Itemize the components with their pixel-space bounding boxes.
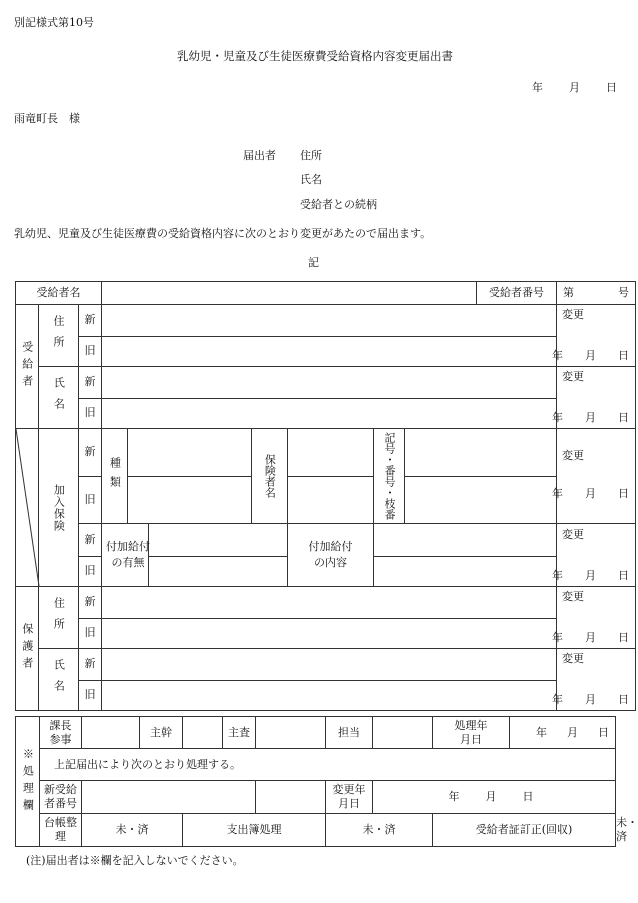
old-label: 旧	[79, 618, 102, 649]
statement: 乳幼児、児童及び生徒医療費の受給資格内容に次のとおり変更があたので届出ます。	[14, 227, 432, 240]
payment-book-label: 支出簿処理	[183, 814, 326, 847]
guardian-address-old-field[interactable]	[102, 618, 557, 649]
recipient-section-label: 受給者	[16, 305, 39, 429]
applicant-name-label: 氏名	[300, 173, 322, 186]
payment-book-status[interactable]: 未・済	[326, 814, 433, 847]
submission-date[interactable]	[532, 79, 617, 95]
staff-stamp[interactable]	[373, 717, 433, 749]
symbol-new-field[interactable]	[405, 429, 557, 477]
recipient-name-change[interactable]: 変更 年 月 日	[557, 367, 636, 429]
guardian-address-change[interactable]: 変更 年 月 日	[557, 587, 636, 649]
applicant-address-label: 住所	[300, 149, 322, 162]
recipient-address-label: 住所	[39, 305, 79, 367]
recipient-address-old-field[interactable]	[102, 336, 557, 367]
recipient-name-row-label: 氏名	[39, 367, 79, 429]
guardian-address-new-field[interactable]	[102, 587, 557, 619]
gou-label: 号	[618, 286, 630, 300]
change-date-label	[256, 781, 326, 814]
ledger-status[interactable]: 未・済	[82, 814, 183, 847]
office-table: ※処理欄 課長参事 主幹 主査 担当 処理年月日 年 月 日 上記届出により次のとおり処理する。 新受給者番号 変更年月日 年 月 日 台帳整理 未・済 支出簿処理 未・済 受給者証訂正(回収) 未・済	[15, 716, 616, 847]
insurer-name-label: 保険者名	[252, 429, 288, 524]
guardian-address-label: 住所	[39, 587, 79, 649]
benefit-content-new-field[interactable]	[374, 524, 557, 557]
old-label: 旧	[79, 556, 102, 587]
diagonal-line-icon	[16, 429, 39, 586]
guardian-name-label: 氏名	[39, 649, 79, 711]
section-chief-label: 課長参事	[40, 717, 82, 749]
new-label: 新	[79, 587, 102, 619]
old-label: 旧	[79, 398, 102, 429]
guardian-name-old-field[interactable]	[102, 680, 557, 711]
recipient-address-new-field[interactable]	[102, 305, 557, 337]
processing-date-label: 処理年月日	[433, 717, 510, 749]
footer-note: (注)届出者は※欄を記入しないでください。	[26, 854, 244, 867]
benefit-change[interactable]: 変更 年 月 日	[557, 524, 636, 587]
old-label: 旧	[79, 680, 102, 711]
guardian-name-new-field[interactable]	[102, 649, 557, 681]
recipient-number-label: 受給者番号	[477, 282, 557, 305]
new-number-field[interactable]	[82, 781, 256, 814]
recipient-name-label: 受給者名	[16, 282, 102, 305]
section-chief-stamp[interactable]	[82, 717, 140, 749]
benefit-presence-new-field[interactable]	[149, 524, 288, 557]
dai-label: 第	[563, 286, 575, 300]
main-table	[15, 281, 636, 711]
addressee: 雨竜町長 様	[14, 112, 80, 125]
new-label: 新	[79, 649, 102, 681]
day-unit: 日	[606, 81, 617, 94]
staff-label: 担当	[326, 717, 373, 749]
new-number-label: 新受給者番号	[40, 781, 82, 814]
old-label: 旧	[79, 476, 102, 524]
recipient-name-old-field[interactable]	[102, 398, 557, 429]
benefit-content-old-field[interactable]	[374, 556, 557, 587]
change-date-field[interactable]: 年 月 日	[373, 781, 616, 814]
inspector-stamp[interactable]	[256, 717, 326, 749]
kind-label: 種類	[102, 429, 128, 524]
chief-label: 主幹	[140, 717, 183, 749]
applicant-relation-label: 受給者との続柄	[300, 198, 377, 211]
recipient-number-field[interactable]	[557, 282, 636, 305]
chief-stamp[interactable]	[183, 717, 223, 749]
insurance-diagonal-cell	[16, 429, 39, 587]
guardian-section-label: 保護者	[16, 587, 39, 711]
month-unit: 月	[569, 81, 580, 94]
new-label: 新	[79, 367, 102, 399]
recipient-name-field[interactable]	[102, 282, 477, 305]
kind-new-field[interactable]	[128, 429, 252, 477]
new-label: 新	[79, 524, 102, 557]
symbol-old-field[interactable]	[405, 476, 557, 524]
benefit-presence-label: 付加給付の有無	[102, 524, 149, 587]
applicant-label: 届出者	[243, 149, 276, 162]
new-label: 新	[79, 429, 102, 477]
insurer-old-field[interactable]	[288, 476, 374, 524]
kind-old-field[interactable]	[128, 476, 252, 524]
form-code: 別記様式第10号	[14, 16, 94, 29]
recipient-name-new-field[interactable]	[102, 367, 557, 399]
cert-fix-label: 受給者証訂正(回収)	[433, 814, 616, 847]
processing-date-field[interactable]: 年 月 日	[510, 717, 616, 749]
processed-text: 上記届出により次のとおり処理する。	[40, 749, 616, 781]
insurance-label: 加入保険	[39, 429, 79, 587]
insurer-new-field[interactable]	[288, 429, 374, 477]
inspector-label: 主査	[223, 717, 256, 749]
benefit-content-label: 付加給付の内容	[288, 524, 374, 587]
office-side-label: ※処理欄	[16, 717, 40, 847]
recipient-address-change[interactable]: 変更 年 月 日	[557, 305, 636, 367]
form-title: 乳幼児・児童及び生徒医療費受給資格内容変更届出書	[177, 49, 453, 63]
ledger-label: 台帳整理	[40, 814, 82, 847]
guardian-name-change[interactable]: 変更 年 月 日	[557, 649, 636, 711]
old-label: 旧	[79, 336, 102, 367]
new-label: 新	[79, 305, 102, 337]
insurance-change[interactable]: 変更 年 月 日	[557, 429, 636, 524]
ki-label: 記	[308, 256, 319, 269]
benefit-presence-old-field[interactable]	[149, 556, 288, 587]
symbol-number-label: 記号・番号・枝番	[374, 429, 405, 524]
year-unit: 年	[532, 81, 543, 94]
change-date-label-text: 変更年月日	[326, 781, 373, 814]
